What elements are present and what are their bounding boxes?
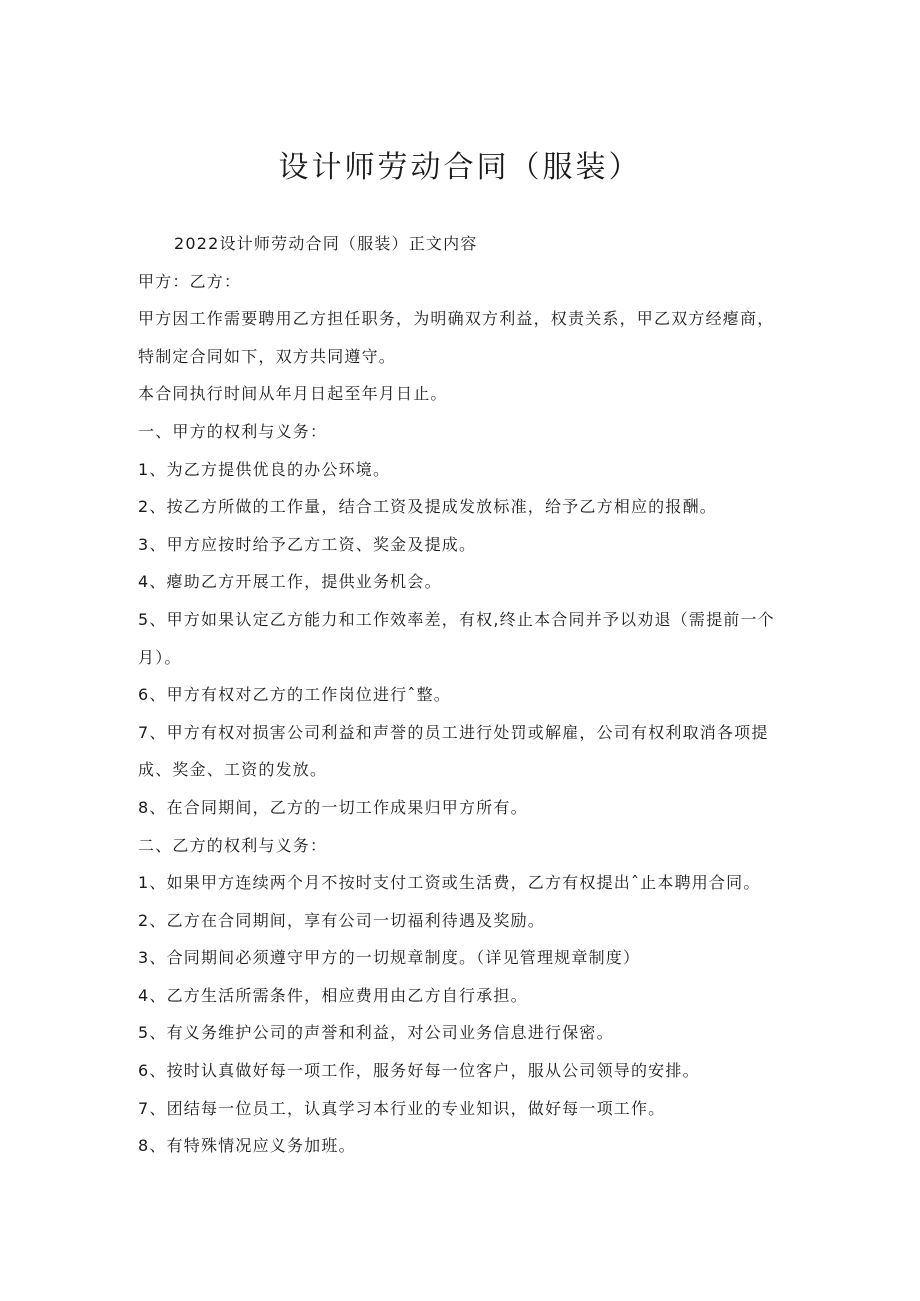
clause-line: 6、按时认真做好每一项工作，服务好每一位客户，服从公司领导的安排。	[138, 1061, 700, 1081]
document-title: 设计师劳动合同（服装）	[278, 150, 642, 185]
parties-line: 甲方：乙方：	[138, 271, 242, 291]
clause-line: 月）。	[138, 647, 182, 667]
clause-line: 6、甲方有权对乙方的工作岗位进行ˆ整。	[138, 685, 451, 705]
clause-line: 1、如果甲方连续两个月不按时支付工资或生活费，乙方有权提出ˆ止本聘用合同。	[138, 873, 761, 893]
section-heading: 二、乙方的权利与义务：	[138, 835, 328, 855]
paragraph-line: 特制定合同如下，双方共同遵守。	[138, 346, 397, 366]
clause-line: 成、奖金、工资的发放。	[138, 760, 328, 780]
clause-line: 1、为乙方提供优良的办公环境。	[138, 459, 391, 479]
clause-line: 3、甲方应按时给予乙方工资、奖金及提成。	[138, 534, 477, 554]
clause-line: 5、甲方如果认定乙方能力和工作效率差，有权,终止本合同并予以劝退（需提前一个	[138, 609, 775, 629]
clause-line: 4、瘪助乙方开展工作，提供业务机会。	[138, 572, 442, 592]
document-body	[138, 225, 778, 1165]
clause-line: 3、合同期间必须遵守甲方的一切规章制度。（详见管理规章制度）	[138, 948, 641, 968]
clause-line: 8、有特殊情况应义务加班。	[138, 1136, 356, 1156]
clause-line: 7、团结每一位员工，认真学习本行业的专业知识，做好每一项工作。	[138, 1098, 666, 1118]
clause-line: 2、乙方在合同期间，享有公司一切福利待遇及奖励。	[138, 910, 545, 930]
clause-line: 7、甲方有权对损害公司利益和声誉的员工进行处罚或解雇，公司有权利取消各项提	[138, 722, 769, 742]
paragraph-line: 本合同执行时间从年月日起至年月日止。	[138, 384, 448, 404]
clause-line: 4、乙方生活所需条件，相应费用由乙方自行承担。	[138, 985, 528, 1005]
clause-line: 5、有义务维护公司的声誉和利益，对公司业务信息进行保密。	[138, 1023, 614, 1043]
paragraph-line: 甲方因工作需要聘用乙方担任职务，为明确双方利益，权责关系，甲乙双方经瘪商，	[138, 309, 775, 329]
section-heading: 一、甲方的权利与义务：	[138, 421, 328, 441]
clause-line: 2、按乙方所做的工作量，结合工资及提成发放标准，给予乙方相应的报酬。	[138, 497, 717, 517]
clause-line: 8、在合同期间，乙方的一切工作成果归甲方所有。	[138, 797, 528, 817]
subtitle-line: 2022设计师劳动合同（服装）正文内容	[174, 234, 478, 253]
